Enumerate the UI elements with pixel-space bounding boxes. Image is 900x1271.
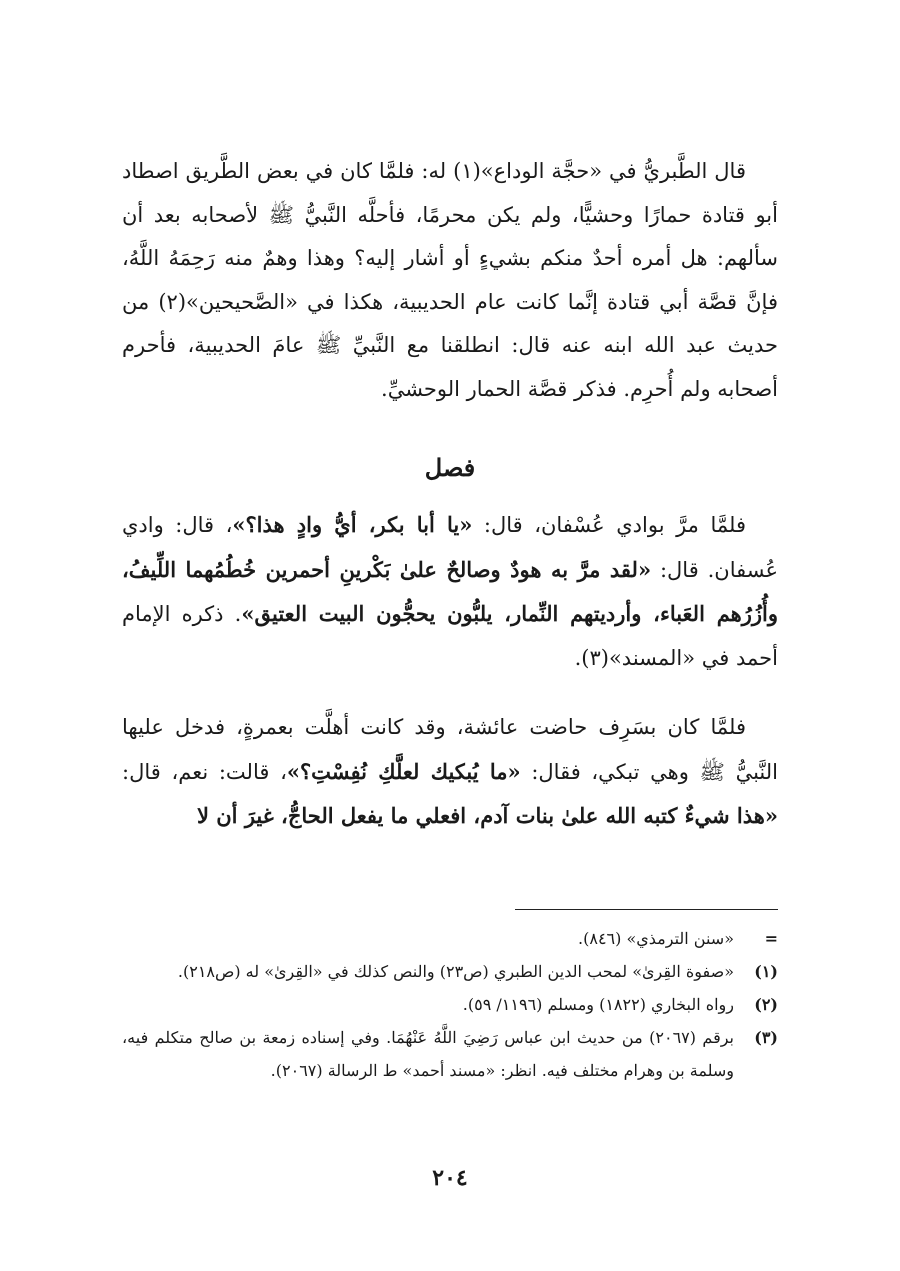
footnote-2 (122, 988, 778, 1021)
footnote-text: برقم (٢٠٦٧) من حديث ابن عباس رَضِيَ اللَّهُ عَنْهُمَا. وفي إسناده زمعة بن صالح متكلم فيه، وسلمة بن وهرام مختلف فيه. انظر: «مسند أحمد» ط الرسالة (٢٠٦٧). (122, 1028, 735, 1080)
footnote-ref-3: (٣) (581, 645, 609, 670)
footnotes (122, 922, 778, 1087)
p2-text-d: . (574, 645, 582, 670)
footnote-text: «سنن الترمذي» (٨٤٦). (578, 929, 734, 948)
footnote-3 (122, 1021, 778, 1087)
footnote-marker: (٣) (754, 1028, 778, 1047)
footnote-marker: (١) (754, 962, 778, 981)
hadith-quote-4: «هذا شيءٌ كتبه الله علىٰ بنات آدم، افعلي ما يفعل الحاجُّ، غيرَ أن لا (196, 803, 778, 828)
paragraph-1-text (122, 150, 778, 411)
footnote-text: «صفوة القِرىٰ» لمحب الدين الطبري (ص٢٣) والنص كذلك في «القِرىٰ» له (ص٢١٨). (177, 962, 734, 981)
paragraph-1 (122, 150, 778, 411)
p2-text-a: فلمَّا مرَّ بوادي عُسْفان، قال: (472, 513, 747, 537)
footnote-1 (122, 955, 778, 988)
footnote-marker: (٢) (754, 995, 778, 1014)
paragraph-3-text (122, 706, 778, 839)
p1-text-c: من حديث عبد الله ابنه عنه قال: انطلقنا مع النَّبيِّ ﷺ عامَ الحديبية، فأحرم أصحابه ولم أُحرِم. فذكر قصَّة الحمار الوحشيِّ. (122, 289, 778, 401)
footnote-separator (515, 909, 778, 910)
p2-text-c: . ذكره الإمام أحمد في «المسند» (122, 602, 778, 670)
footnote-continued (122, 922, 778, 955)
p3-text-b: ، قالت: نعم، قال: (122, 759, 287, 784)
footnote-text: رواه البخاري (١٨٢٢) ومسلم (١١٩٦/ ٥٩). (462, 995, 734, 1014)
hadith-quote-1: «يا أبا بكر، أيُّ وادٍ هذا؟» (232, 512, 473, 537)
page-number: ٢٠٤ (432, 1165, 468, 1191)
section-heading: فصل (424, 453, 476, 482)
p1-text-a: قال الطَّبريُّ في «حجَّة الوداع» (480, 159, 746, 183)
p2-text-b: ، قال: وادي عُسفان. قال: (122, 513, 778, 582)
footnote-ref-1: (١) (453, 159, 481, 183)
paragraph-2 (122, 503, 778, 680)
p1-text-b: له: فلمَّا كان في بعض الطَّريق اصطاد أبو قتادة حمارًا وحشيًّا، ولم يكن محرمًا، فأحلَّه النَّبيُّ ﷺ لأصحابه بعد أن سألهم: هل أمره أحدٌ منكم بشيءٍ أو أشار إليه؟ وهذا وهمٌ منه رَحِمَهُ اللَّهُ، فإنَّ قصَّة أبي قتادة إنَّما كانت عام الحديبية، هكذا في «الصَّحيحين» (122, 159, 778, 314)
paragraph-3 (122, 706, 778, 839)
hadith-quote-3: «ما يُبكيك لعلَّكِ نُفِسْتِ؟» (286, 758, 521, 784)
paragraph-2-text (122, 503, 778, 680)
footnote-marker: = (764, 929, 778, 948)
hadith-quote-2: «لقد مرَّ به هودٌ وصالحٌ علىٰ بَكْرينِ أحمرين خُطُمُهما اللِّيفُ، وأُزُرُهم العَباء، وأرديتهم النِّمار، يلبُّون يحجُّون البيت العتيق» (122, 556, 778, 626)
footnote-ref-2: (٢) (158, 289, 187, 314)
p3-text-a: فلمَّا كان بسَرِف حاضت عائشة، وقد كانت أهلَّت بعمرةٍ، فدخل عليها النَّبيُّ ﷺ وهي تبكي، فقال: (122, 715, 778, 784)
